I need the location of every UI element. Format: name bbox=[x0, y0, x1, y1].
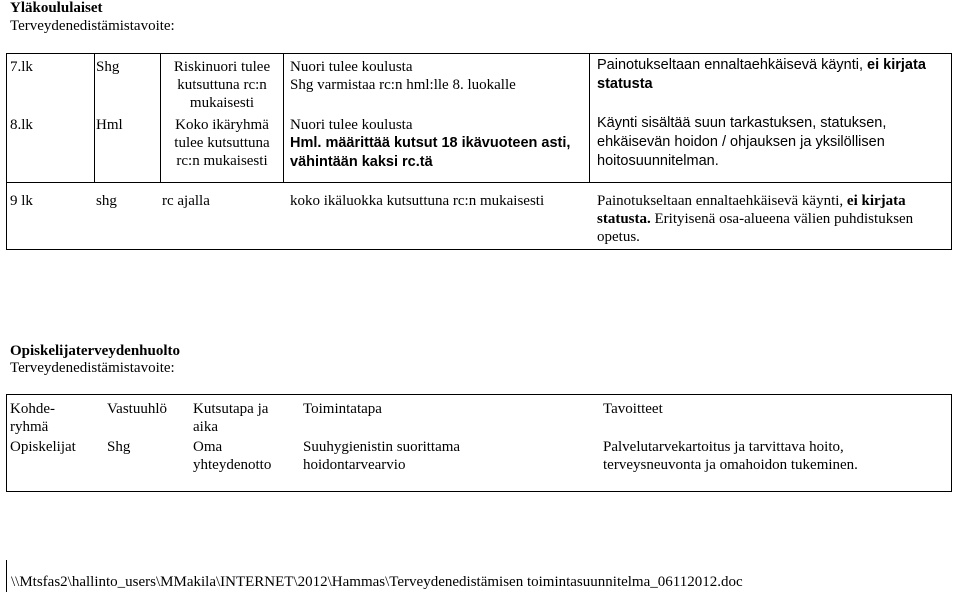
goal-9: Painotukseltaan ennaltaehkäisevä käynti, ei kirjata statusta. Erityisenä osa-alueena välien puhdistuksen opetus. bbox=[597, 193, 914, 245]
header-group: Kohde- ryhmä bbox=[10, 401, 55, 435]
section-subheading: Terveydenedistämistavoite: bbox=[10, 18, 175, 34]
row-method: Suuhygienistin suorittama hoidontarvearvio bbox=[303, 439, 461, 473]
header-responsible: Vastuuhlö bbox=[107, 401, 167, 417]
row-goals: Palvelutarvekartoitus ja tarvittava hoito, terveysneuvonta ja omahoidon tukeminen. bbox=[603, 439, 858, 473]
details-9: koko ikäluokka kutsuttuna rc:n mukaisesti bbox=[290, 193, 545, 209]
grade-7: 7.lk bbox=[10, 59, 33, 75]
header-invitation: Kutsutapa ja aika bbox=[193, 401, 269, 435]
row-invitation: Oma yhteydenotto bbox=[193, 439, 272, 473]
goal-top-para2: Käynti sisältää suun tarkastuksen, statuksen, ehkäisevän hoidon / ohjauksen ja yksilöllisen hoitosuunnitelman. bbox=[597, 115, 887, 169]
grade-9: 9 lk bbox=[10, 193, 33, 209]
footer-divider bbox=[6, 560, 7, 592]
responsible-7: Shg bbox=[96, 59, 120, 75]
when-9: rc ajalla bbox=[162, 193, 210, 209]
details-7: Nuori tulee koulusta Shg varmistaa rc:n hml:lle 8. luokalle bbox=[290, 59, 516, 93]
target-8: Koko ikäryhmä tulee kutsuttuna rc:n mukaisesti bbox=[174, 117, 270, 169]
section2-subheading: Terveydenedistämistavoite: bbox=[10, 360, 175, 376]
grade-8: 8.lk bbox=[10, 117, 33, 133]
responsible-8: Hml bbox=[96, 117, 123, 133]
goal-top-line2: statusta bbox=[597, 76, 653, 92]
footer-file-path: \\Mtsfas2\hallinto_users\MMakila\INTERNET\2012\Hammas\Terveydenedistämisen toimintasuunnitelma_06112012.doc bbox=[11, 574, 743, 590]
header-goals: Tavoitteet bbox=[603, 401, 663, 417]
section-heading-ylakoululaiset: Yläkoululaiset bbox=[10, 0, 103, 16]
details-8-bold: Hml. määrittää kutsut 18 ikävuoteen asti, vähintään kaksi rc.tä bbox=[290, 135, 571, 170]
section-heading-opiskelija: Opiskelijaterveydenhuolto bbox=[10, 343, 181, 359]
target-7: Riskinuori tulee kutsuttuna rc:n mukaisesti bbox=[173, 59, 271, 111]
goal-top-line1: Painotukseltaan ennaltaehkäisevä käynti, ei kirjata bbox=[597, 57, 926, 73]
details-8: Nuori tulee koulusta bbox=[290, 117, 413, 133]
row-responsible: Shg bbox=[107, 439, 131, 455]
row-group: Opiskelijat bbox=[10, 439, 76, 455]
responsible-9: shg bbox=[96, 193, 117, 209]
header-method: Toimintatapa bbox=[303, 401, 382, 417]
